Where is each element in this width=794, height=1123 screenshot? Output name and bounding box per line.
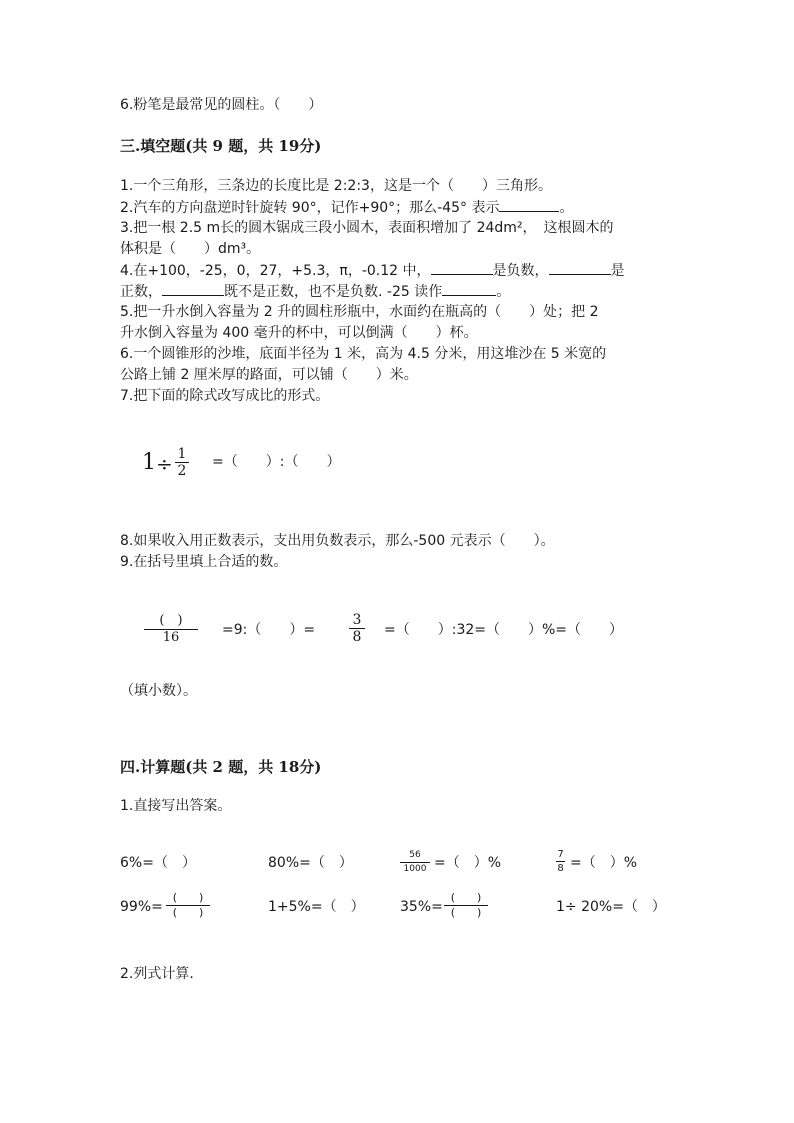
fill-question-5-line1: 5.把一升水倒入容量为 2 升的圆柱形瓶中，水面约在瓶高的（ ）处；把 2 [120,304,599,320]
calc-question-1: 1.直接写出答案。 [120,798,232,814]
calc-item-56-tail: =（ ）% [434,855,502,871]
fraction-numerator: ( ) [450,891,482,904]
calc-item-80-percent: 80%=（ ） [268,855,353,871]
fraction-blank [166,892,210,919]
fill-question-4-text: 是 [610,263,625,279]
calc-item-7-8-tail: =（ ）% [570,855,638,871]
answer-blank[interactable] [499,197,559,212]
fraction-numerator: 1 [177,446,187,462]
fill-question-4-text: 4.在+100，-25，0，27，+5.3，π，-0.12 中， [120,263,431,279]
fill-question-4-line1 [120,260,625,281]
fill-question-4-line2 [120,281,510,302]
fill-question-2 [120,197,573,218]
calc-item-1-plus-5-percent: 1+5%=（ ） [268,899,365,915]
fraction-denominator: 1000 [403,864,427,874]
fill-question-8: 8.如果收入用正数表示，支出用负数表示，那么-500 元表示（ ）。 [120,533,555,549]
fraction-denominator: ( ) [450,906,482,919]
fraction-numerator: 3 [352,612,362,628]
calc-item-1-div-20-percent: 1÷ 20%=（ ） [556,899,666,915]
fraction-denominator: 8 [557,863,564,874]
fill-question-6-line1: 6.一个圆锥形的沙堆，底面半径为 1 米，高为 4.5 分米，用这堆沙在 5 米宽的 [120,346,607,362]
calc-item-99-percent: 99%= [120,899,163,915]
fill-question-4-text: 是负数， [492,263,549,279]
fill-question-3-line1: 3.把一根 2.5 m长的圆木锯成三段小圆木，表面积增加了 24dm²， 这根圆木的 [120,220,614,236]
equation-tail: =（ ）:32=（ ）%=（ ） [384,622,624,638]
answer-blank[interactable] [442,281,496,296]
equation-middle: =9:（ ）= [222,622,316,638]
section-4-heading: 四.计算题(共 2 题，共 18分) [120,758,322,776]
answer-blank[interactable] [431,260,493,275]
fraction-three-eighths [349,613,365,644]
period: 。 [559,200,574,216]
ratio-answer: =（ ）:（ ） [212,454,341,470]
fill-question-6-line2: 公路上铺 2 厘米厚的路面，可以铺（ ）米。 [120,367,418,383]
fraction-numerator: ( ) [172,891,204,904]
fraction-bar [400,862,430,863]
fraction-blank-over-16 [144,614,198,645]
fill-question-5-line2: 升水倒入容量为 400 毫升的杯中，可以倒满（ ）杯。 [120,325,478,341]
fill-question-7: 7.把下面的除式改写成比的形式。 [120,388,330,404]
fill-question-2-text: 2.汽车的方向盘逆时针旋转 90°，记作+90°；那么-45° 表示 [120,200,500,216]
calc-question-2: 2.列式计算. [120,966,194,982]
fill-decimal-note: （填小数）。 [120,683,197,699]
calc-item-6-percent: 6%=（ ） [120,855,196,871]
fraction-numerator: 7 [557,849,564,860]
judge-question-6: 6.粉笔是最常见的圆柱。（ ） [120,97,323,113]
fraction-denominator: 16 [162,630,180,645]
formula-one: 1 [142,450,156,475]
fill-question-1: 1.一个三角形，三条边的长度比是 2:2:3，这是一个（ ）三角形。 [120,178,552,194]
fraction-denominator: ( ) [172,906,204,919]
calc-item-35-percent: 35%= [400,899,443,915]
answer-blank[interactable] [549,260,611,275]
fraction-denominator: 2 [177,463,187,479]
fraction-7-over-8 [556,849,565,874]
section-3-heading: 三.填空题(共 9 题，共 19分) [120,137,322,155]
fraction-numerator: 56 [409,850,421,860]
fraction-denominator: 8 [352,629,362,645]
answer-blank[interactable] [162,281,224,296]
fraction-bar [556,861,565,862]
fill-question-3-line2: 体积是（ ）dm³。 [120,241,261,257]
fill-question-4-text: 既不是正数，也不是负数. -25 读作 [224,284,443,300]
fraction-one-half [175,447,189,478]
divide-sign: ÷ [156,452,173,476]
fraction-blank [444,892,488,919]
fill-question-9: 9.在括号里填上合适的数。 [120,554,288,570]
fraction-56-over-1000 [400,850,430,875]
fill-question-4-text: 正数， [120,284,162,300]
period: 。 [496,284,511,300]
fraction-numerator: ( ) [159,613,183,628]
